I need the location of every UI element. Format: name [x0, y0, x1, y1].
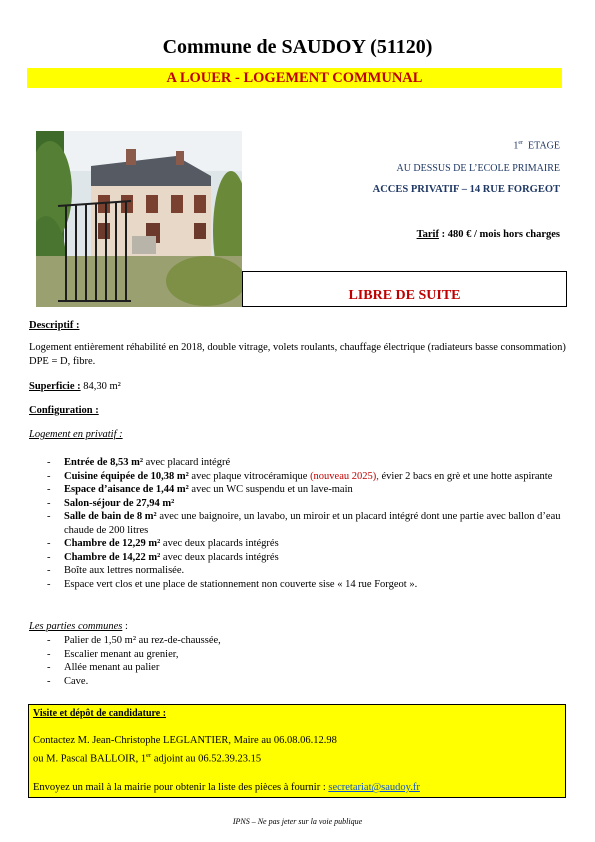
house-photo-illustration — [36, 131, 242, 307]
private-heading: Logement en privatif : — [29, 429, 123, 440]
list-item: - Espace vert clos et une place de stationnement non couverte sise « 14 rue Forgeot ». — [29, 578, 569, 592]
list-item: - Palier de 1,50 m² au rez-de-chaussée, — [29, 634, 569, 648]
rent-price: Tarif : 480 € / mois hors charges — [416, 229, 560, 240]
list-item: - Boîte aux lettres normalisée. — [29, 564, 569, 578]
list-item: - Escalier menant au grenier, — [29, 648, 569, 662]
surface-line: Superficie : 84,30 m² — [29, 381, 121, 392]
list-item: - Chambre de 12,29 m² avec deux placards intégrés — [29, 537, 569, 551]
rental-banner: A LOUER - LOGEMENT COMMUNAL — [27, 68, 562, 88]
list-item: - Cave. — [29, 675, 569, 689]
list-item: - Chambre de 14,22 m² avec deux placards intégrés — [29, 551, 569, 565]
contact-heading: Visite et dépôt de candidature : — [33, 708, 167, 719]
access-info: ACCES PRIVATIF – 14 RUE FORGEOT — [372, 184, 560, 195]
list-item: - Cuisine équipée de 10,38 m² avec plaque vitrocéramique (nouveau 2025), évier 2 bacs en grè et une hotte aspirante — [29, 470, 569, 484]
list-item: - Allée menant au palier — [29, 661, 569, 675]
contact-line-email: Envoyez un mail à la mairie pour obtenir la liste des pièces à fournir : secretariat@saudoy.fr — [33, 782, 420, 793]
configuration-heading: Configuration : — [29, 405, 99, 416]
floor-info: 1er ETAGE — [513, 140, 560, 152]
contact-box — [28, 704, 566, 798]
email-link[interactable]: secretariat@saudoy.fr — [328, 782, 420, 793]
private-items-list — [29, 456, 569, 591]
list-item: - Salon-séjour de 27,94 m² — [29, 497, 569, 511]
list-item: - Salle de bain de 8 m² avec une baignoire, un lavabo, un miroir et un placard intégré dont une partie avec ballon d’eau chaude de 200 litres — [29, 510, 569, 537]
list-item: - Entrée de 8,53 m² avec placard intégré — [29, 456, 569, 470]
page-title: Commune de SAUDOY (51120) — [162, 36, 433, 58]
property-photo — [36, 131, 242, 307]
footer-note: IPNS – Ne pas jeter sur la voie publique — [232, 817, 363, 826]
contact-line-mayor: Contactez M. Jean-Christophe LEGLANTIER, Maire au 06.08.06.12.98 — [33, 735, 337, 746]
common-items-list — [29, 634, 569, 688]
common-heading: Les parties communes : — [29, 621, 128, 632]
location-info: AU DESSUS DE L’ECOLE PRIMAIRE — [396, 163, 560, 174]
list-item: - Espace d’aisance de 1,44 m² avec un WC suspendu et un lave-main — [29, 483, 569, 497]
contact-line-deputy: ou M. Pascal BALLOIR, 1er adjoint au 06.52.39.23.15 — [33, 752, 262, 765]
descriptif-heading: Descriptif : — [29, 320, 80, 331]
availability-box: LIBRE DE SUITE — [242, 271, 567, 307]
descriptif-text: Logement entièrement réhabilité en 2018, double vitrage, volets roulants, chauffage électrique (radiateurs basse consommation) DPE = D, fibre. — [29, 342, 566, 367]
